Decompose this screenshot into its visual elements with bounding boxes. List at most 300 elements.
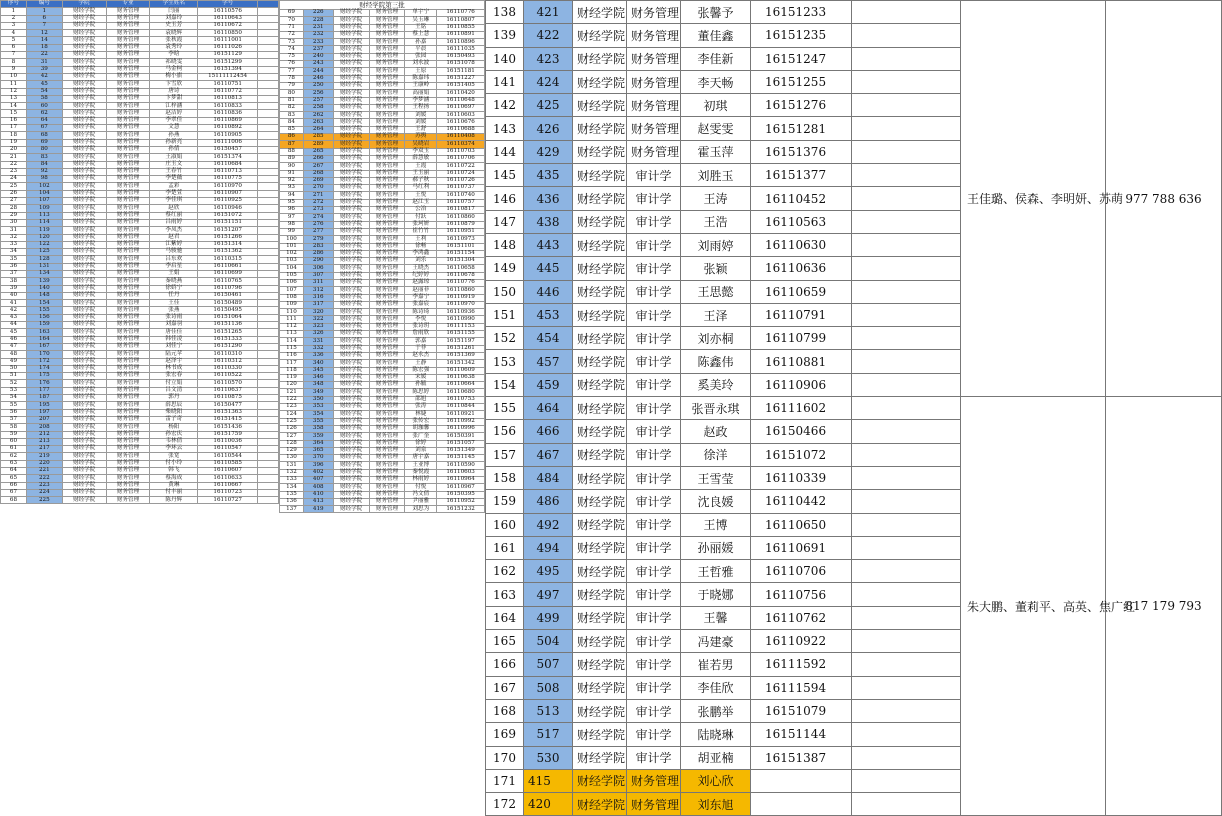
table-cell: 庄玉文: [150, 161, 198, 168]
table-cell: 江梓涵: [150, 103, 198, 110]
table-cell: 16110772: [198, 88, 258, 95]
table-row: [1, 8, 279, 15]
table-cell: 37: [1, 270, 27, 277]
table-cell: 72: [280, 31, 304, 38]
table-row: [280, 382, 485, 389]
table-cell: 财经学院: [62, 161, 106, 168]
table-cell: 120: [280, 382, 304, 389]
student-id-cell: 16110442: [751, 490, 852, 513]
table-cell: 蔡海成: [150, 475, 198, 482]
table-cell: 财经学院: [333, 97, 369, 104]
table-cell: 16151232: [437, 506, 485, 513]
table-cell: 财务管理: [106, 161, 150, 168]
table-cell: 323: [303, 323, 333, 330]
table-cell: 116: [280, 352, 304, 359]
table-cell: 财务管理: [369, 477, 405, 484]
table-cell: 113: [26, 212, 62, 219]
table-cell: 财经学院: [62, 205, 106, 212]
college-cell: 财经学院: [573, 699, 627, 722]
id-cell: 426: [524, 117, 573, 140]
table-cell: 财经学院: [62, 351, 106, 358]
name-cell: 李佳欣: [681, 676, 751, 699]
student-id-cell: 16110659: [751, 280, 852, 303]
table-cell: 财务管理: [369, 418, 405, 425]
table-cell: [258, 489, 279, 496]
table-cell: 228: [303, 17, 333, 24]
table-cell: 104: [280, 265, 304, 272]
table-cell: 125: [280, 418, 304, 425]
table-cell: 16150495: [198, 307, 258, 314]
table-cell: 350: [303, 396, 333, 403]
table-cell: 129: [280, 447, 304, 454]
table-cell: 邵旭: [405, 396, 437, 403]
table-cell: 财务管理: [106, 278, 150, 285]
table-cell: 407: [303, 477, 333, 484]
table-cell: 15111112454: [198, 73, 258, 80]
table-cell: 财务管理: [106, 329, 150, 336]
table-cell: [258, 183, 279, 190]
table-cell: 财务管理: [106, 176, 150, 183]
table-cell: 176: [26, 380, 62, 387]
table-cell: 财经学院: [333, 90, 369, 97]
table-cell: 财经学院: [62, 146, 106, 153]
header-cell: 学生姓名: [150, 1, 198, 8]
table-cell: [258, 227, 279, 234]
table-cell: 孙嘉: [405, 39, 437, 46]
table-cell: 财经学院: [62, 424, 106, 431]
table-cell: 李悦: [405, 316, 437, 323]
table-cell: [258, 270, 279, 277]
table-cell: 336: [303, 352, 333, 359]
table-cell: 16110522: [198, 373, 258, 380]
blank-cell: [852, 24, 961, 47]
table-cell: 31: [26, 59, 62, 66]
table-cell: 358: [303, 425, 333, 432]
table-cell: 67: [1, 489, 27, 496]
table-cell: 273: [303, 207, 333, 214]
table-cell: 16110813: [198, 95, 258, 102]
table-row: [280, 279, 485, 286]
table-cell: 6: [1, 44, 27, 51]
table-cell: 李环云: [150, 446, 198, 453]
table-cell: 256: [303, 90, 333, 97]
table-cell: 16151304: [437, 258, 485, 265]
table-cell: 财经学院: [62, 110, 106, 117]
id-cell: 438: [524, 210, 573, 233]
table-cell: 财务管理: [106, 212, 150, 219]
table-cell: 胡珈馨: [405, 425, 437, 432]
table-cell: 马骏驰: [150, 249, 198, 256]
table-cell: 财务管理: [106, 103, 150, 110]
table-cell: 123: [280, 404, 304, 411]
table-cell: 104: [26, 190, 62, 197]
table-cell: 16151369: [437, 352, 485, 359]
table-cell: 财经学院: [62, 438, 106, 445]
seq-cell: 139: [486, 24, 524, 47]
table-cell: 14: [1, 103, 27, 110]
table-cell: 16110936: [437, 309, 485, 316]
table-cell: 公冶: [405, 207, 437, 214]
table-row: [1, 278, 279, 285]
table-cell: 王舒: [405, 126, 437, 133]
table-cell: 16110724: [437, 170, 485, 177]
name-cell: 王哲雅: [681, 560, 751, 583]
table-cell: 财经学院: [62, 387, 106, 394]
blank-cell: [852, 117, 961, 140]
table-row: [1, 322, 279, 329]
table-cell: 高丽娟: [405, 90, 437, 97]
table-cell: 187: [26, 395, 62, 402]
table-row: [1, 416, 279, 423]
table-cell: 财务管理: [369, 24, 405, 31]
table-cell: [258, 81, 279, 88]
table-cell: 307: [303, 272, 333, 279]
table-cell: 付悦: [405, 484, 437, 491]
table-row: [1, 22, 279, 29]
table-cell: 财经学院: [62, 365, 106, 372]
table-cell: 5: [1, 37, 27, 44]
table-cell: 16151261: [437, 345, 485, 352]
table-cell: 98: [280, 221, 304, 228]
college-cell: 财经学院: [573, 793, 627, 816]
table-cell: 16110374: [437, 141, 485, 148]
id-cell: 415: [524, 769, 573, 792]
table-cell: 王静: [405, 360, 437, 367]
table-cell: 16151101: [437, 243, 485, 250]
table-cell: 16110310: [198, 351, 258, 358]
table-cell: 16110855: [437, 24, 485, 31]
table-cell: 265: [303, 148, 333, 155]
name-cell: 沈良媛: [681, 490, 751, 513]
major-cell: 审计学: [627, 606, 681, 629]
table-cell: 267: [303, 163, 333, 170]
table-cell: 财务管理: [369, 119, 405, 126]
student-id-cell: 16110691: [751, 536, 852, 559]
major-cell: 审计学: [627, 187, 681, 210]
name-cell: 王雪莹: [681, 466, 751, 489]
table-cell: [258, 132, 279, 139]
table-cell: 19: [1, 139, 27, 146]
table-cell: 王娟: [150, 270, 198, 277]
table-cell: 赵永杰: [405, 352, 437, 359]
table-cell: 财经学院: [333, 46, 369, 53]
table-cell: 223: [26, 482, 62, 489]
id-cell: 446: [524, 280, 573, 303]
table-cell: 财经学院: [333, 360, 369, 367]
table-cell: 财经学院: [62, 73, 106, 80]
college-cell: 财经学院: [573, 210, 627, 233]
table-row: [1, 103, 279, 110]
table-cell: 317: [303, 301, 333, 308]
table-cell: 柴晓阳: [150, 409, 198, 416]
name-cell: 王泽: [681, 303, 751, 326]
table-cell: 94: [280, 192, 304, 199]
name-cell: 霍玉萍: [681, 140, 751, 163]
student-id-cell: 16110563: [751, 210, 852, 233]
table-cell: 财经学院: [333, 221, 369, 228]
table-cell: 财务管理: [369, 177, 405, 184]
table-cell: 271: [303, 192, 333, 199]
table-cell: 283: [303, 243, 333, 250]
middle-student-table: [279, 0, 485, 513]
blank-cell: [852, 746, 961, 769]
table-cell: 财务管理: [369, 301, 405, 308]
table-cell: 365: [303, 447, 333, 454]
student-id-cell: 16111594: [751, 676, 852, 699]
table-row: [1, 30, 279, 37]
table-cell: 财务管理: [369, 506, 405, 513]
table-cell: 1: [26, 8, 62, 15]
table-cell: 财经学院: [62, 300, 106, 307]
table-cell: 财经学院: [333, 425, 369, 432]
table-cell: 财经学院: [333, 104, 369, 111]
table-cell: 财经学院: [333, 155, 369, 162]
table-cell: 250: [303, 82, 333, 89]
seq-cell: 172: [486, 793, 524, 816]
table-cell: 16110664: [437, 382, 485, 389]
table-cell: 财经学院: [333, 477, 369, 484]
blank-cell: [852, 94, 961, 117]
table-row: [1, 95, 279, 102]
table-cell: 90: [280, 163, 304, 170]
id-cell: 492: [524, 513, 573, 536]
blank-cell: [852, 653, 961, 676]
name-cell: 李佳新: [681, 47, 751, 70]
table-cell: 16110921: [437, 411, 485, 418]
table-cell: 财务管理: [106, 22, 150, 29]
table-cell: 16151265: [198, 329, 258, 336]
student-id-cell: 16151144: [751, 723, 852, 746]
id-cell: 459: [524, 373, 573, 396]
college-cell: 财经学院: [573, 94, 627, 117]
table-cell: 财务管理: [369, 61, 405, 68]
table-cell: 73: [280, 39, 304, 46]
blank-cell: [852, 280, 961, 303]
blank-cell: [852, 350, 961, 373]
table-cell: 张传宏: [405, 418, 437, 425]
table-cell: 16151436: [198, 424, 258, 431]
blank-cell: [852, 210, 961, 233]
table-header-row: [1, 1, 279, 8]
table-cell: 崔竹竹: [405, 228, 437, 235]
table-cell: 蔡上慧: [405, 31, 437, 38]
left-sheet-panel: [0, 0, 279, 604]
table-cell: [258, 44, 279, 51]
table-cell: 刘媛: [405, 119, 437, 126]
table-cell: 272: [303, 199, 333, 206]
id-cell: 486: [524, 490, 573, 513]
table-cell: 詹雨欣: [405, 331, 437, 338]
table-cell: 财经学院: [62, 132, 106, 139]
table-cell: 赵洁婷: [150, 110, 198, 117]
table-cell: 财务管理: [106, 438, 150, 445]
table-cell: 财务管理: [106, 343, 150, 350]
table-cell: 16110844: [437, 404, 485, 411]
table-cell: 27: [1, 198, 27, 205]
blank-cell: [852, 630, 961, 653]
name-cell: 胡亚楠: [681, 746, 751, 769]
student-id-cell: 16151387: [751, 746, 852, 769]
id-cell: 507: [524, 653, 573, 676]
table-cell: 16110892: [198, 125, 258, 132]
table-cell: 16110590: [437, 462, 485, 469]
table-cell: 16110638: [437, 374, 485, 381]
table-cell: 财经学院: [62, 52, 106, 59]
id-cell: 504: [524, 630, 573, 653]
table-cell: 45: [26, 81, 62, 88]
table-cell: 16150493: [437, 53, 485, 60]
table-cell: 赵欣: [150, 205, 198, 212]
table-cell: 326: [303, 331, 333, 338]
table-cell: 财务管理: [369, 10, 405, 17]
table-cell: 13: [1, 95, 27, 102]
table-cell: 47: [1, 343, 27, 350]
table-cell: 16150395: [437, 491, 485, 498]
table-cell: 23: [1, 168, 27, 175]
table-cell: 316: [303, 294, 333, 301]
table-cell: 徐婷: [405, 440, 437, 447]
table-cell: 财务管理: [369, 352, 405, 359]
college-cell: 财经学院: [573, 513, 627, 536]
blank-cell: [852, 699, 961, 722]
table-cell: 财务管理: [369, 345, 405, 352]
major-cell: 财务管理: [627, 47, 681, 70]
table-cell: [258, 314, 279, 321]
college-cell: 财经学院: [573, 140, 627, 163]
table-cell: 张嘉宸: [405, 301, 437, 308]
table-row: [280, 236, 485, 243]
table-cell: 87: [280, 141, 304, 148]
table-cell: 410: [303, 491, 333, 498]
table-cell: 16110408: [437, 134, 485, 141]
table-row: [1, 125, 279, 132]
table-cell: 财务管理: [369, 31, 405, 38]
blank-cell: [852, 560, 961, 583]
table-cell: 16111001: [198, 37, 258, 44]
table-cell: 16110726: [437, 177, 485, 184]
table-cell: 财经学院: [62, 373, 106, 380]
blank-cell: [852, 606, 961, 629]
table-cell: 财经学院: [62, 249, 106, 256]
table-cell: 16110836: [198, 110, 258, 117]
table-cell: [258, 343, 279, 350]
table-cell: 61: [1, 446, 27, 453]
table-row: [280, 39, 485, 46]
blank-cell: [852, 490, 961, 513]
table-cell: 133: [280, 477, 304, 484]
table-cell: 孙倩: [150, 146, 198, 153]
table-row: [280, 31, 485, 38]
table-cell: 16110607: [198, 468, 258, 475]
student-id-cell: 16151072: [751, 443, 852, 466]
table-cell: 韦林倩: [150, 438, 198, 445]
table-cell: 冯文倩: [405, 491, 437, 498]
id-cell: 420: [524, 793, 573, 816]
table-cell: 224: [26, 489, 62, 496]
table-cell: 吕东欢: [150, 256, 198, 263]
table-cell: 财务管理: [369, 440, 405, 447]
table-cell: 16110946: [198, 205, 258, 212]
table-cell: 207: [26, 416, 62, 423]
table-cell: 246: [303, 75, 333, 82]
name-cell: 刘心欣: [681, 769, 751, 792]
table-cell: 财经学院: [333, 170, 369, 177]
table-cell: 尹丽雅: [405, 498, 437, 505]
table-cell: 财经学院: [62, 278, 106, 285]
table-cell: 348: [303, 382, 333, 389]
table-cell: 财务管理: [369, 185, 405, 192]
table-cell: 财务管理: [106, 110, 150, 117]
table-cell: 7: [1, 52, 27, 59]
name-cell: 刘东旭: [681, 793, 751, 816]
table-cell: [258, 168, 279, 175]
table-cell: 马金柯: [150, 66, 198, 73]
table-cell: 财务管理: [369, 112, 405, 119]
table-cell: [258, 336, 279, 343]
header-cell: 学号: [198, 1, 258, 8]
table-row: [280, 185, 485, 192]
table-cell: 16151759: [198, 431, 258, 438]
student-id-cell: 16151235: [751, 24, 852, 47]
table-cell: 财经学院: [333, 469, 369, 476]
table-cell: 李鸿鑫: [405, 250, 437, 257]
table-cell: 财经学院: [62, 409, 106, 416]
table-cell: 张宏春: [150, 373, 198, 380]
table-cell: [258, 387, 279, 394]
table-cell: 159: [26, 322, 62, 329]
table-cell: [258, 146, 279, 153]
table-cell: 16110633: [198, 475, 258, 482]
table-cell: 16110973: [437, 236, 485, 243]
table-cell: 83: [26, 154, 62, 161]
major-cell: 审计学: [627, 630, 681, 653]
table-cell: 财经学院: [333, 367, 369, 374]
table-cell: 98: [26, 176, 62, 183]
table-cell: 285: [303, 134, 333, 141]
college-cell: 财经学院: [573, 746, 627, 769]
table-cell: 16110585: [198, 460, 258, 467]
major-cell: 财务管理: [627, 793, 681, 816]
table-cell: [258, 198, 279, 205]
id-cell: 425: [524, 94, 573, 117]
table-cell: 张诗玥: [405, 323, 437, 330]
table-cell: 16151362: [198, 249, 258, 256]
table-cell: 财经学院: [62, 446, 106, 453]
table-cell: 付立娟: [150, 380, 198, 387]
table-cell: 16110776: [437, 279, 485, 286]
table-cell: 财务管理: [369, 192, 405, 199]
table-cell: 财经学院: [62, 380, 106, 387]
table-cell: 105: [280, 272, 304, 279]
table-cell: 财务管理: [106, 322, 150, 329]
table-cell: 16110952: [437, 498, 485, 505]
table-cell: 354: [303, 411, 333, 418]
table-cell: 付丰丽: [150, 489, 198, 496]
blank-cell: [852, 233, 961, 256]
table-cell: [258, 373, 279, 380]
table-cell: 16110879: [437, 221, 485, 228]
table-cell: 60: [26, 103, 62, 110]
table-cell: 286: [303, 250, 333, 257]
blank-cell: [852, 303, 961, 326]
table-cell: 67: [26, 125, 62, 132]
table-cell: 财务管理: [106, 446, 150, 453]
table-cell: 131: [280, 462, 304, 469]
table-cell: 120: [26, 234, 62, 241]
table-cell: 244: [303, 68, 333, 75]
table-cell: 346: [303, 374, 333, 381]
table-cell: 102: [26, 183, 62, 190]
